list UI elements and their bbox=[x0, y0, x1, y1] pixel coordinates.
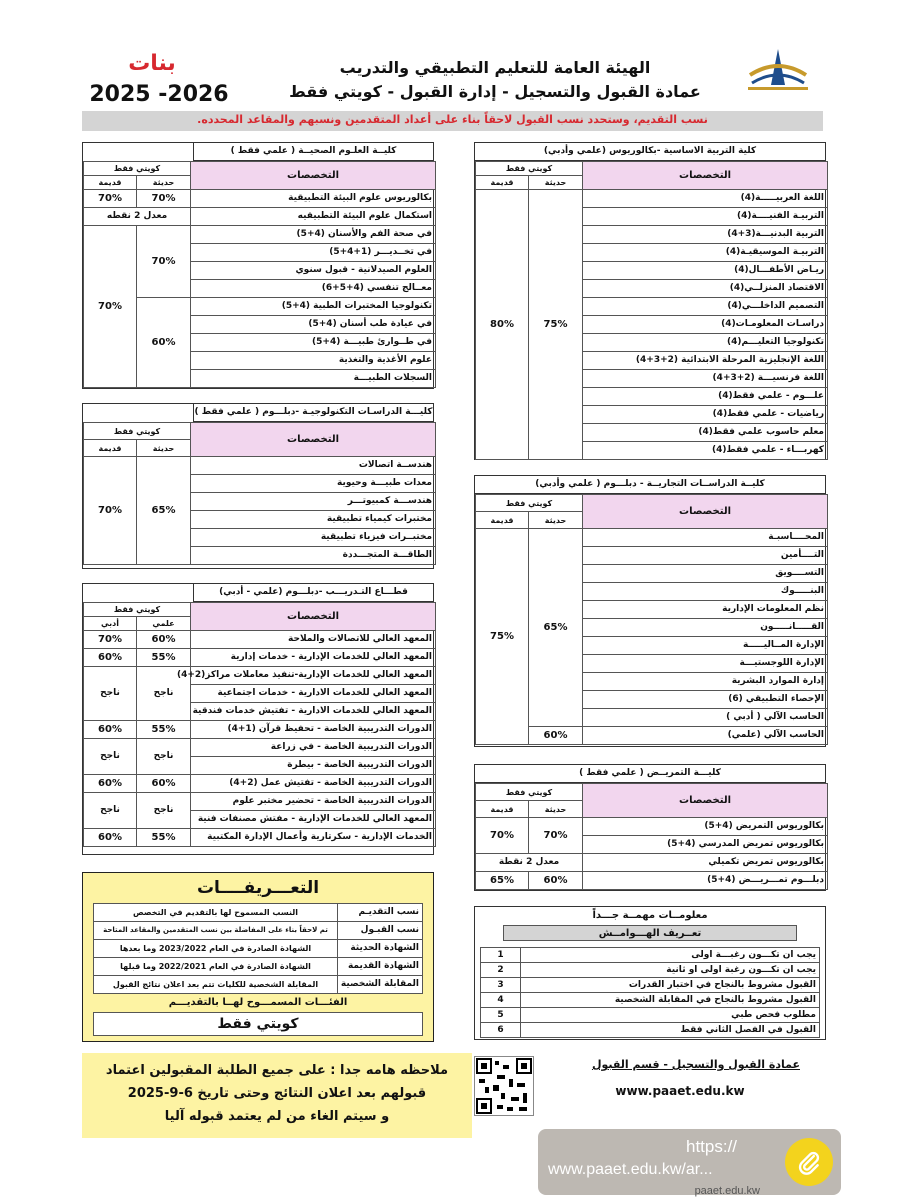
old-pct: 70% bbox=[476, 818, 529, 854]
specialty-name: دبلـــوم تمـــريـــض (4+5) bbox=[583, 872, 828, 890]
new-pct: 60% bbox=[137, 298, 191, 388]
specialty-name: التربيـة الموسيقيـة(4) bbox=[583, 244, 828, 262]
old-header: قديمة bbox=[84, 440, 137, 457]
specialty-name: في طــوارئ طبيـــة (4+5) bbox=[191, 334, 436, 352]
link-url-line-2: www.paaet.edu.kw/ar... bbox=[548, 1161, 713, 1178]
academic-year: 2025 -2026 bbox=[89, 82, 229, 107]
specialty-name: المعهد العالي للخدمات الإدارية-تنفيذ معاملات مراكز(2+4) bbox=[191, 667, 436, 685]
pass-status: ناجح bbox=[84, 793, 137, 829]
definition-text: الشهادة الصادرة في العام 2022/2021 وما قبلها bbox=[94, 958, 338, 976]
definition-text: المقابلة الشخصية للكليات تتم بعد اعلان نتائج القبول bbox=[94, 976, 338, 994]
training-sector-block bbox=[82, 583, 434, 855]
specialty-name: المعهد العالي للخدمات الادارية - خدمات اجتماعية bbox=[191, 685, 436, 703]
specialty-name: كهربـــاء - علمي فقط(4) bbox=[583, 442, 828, 460]
definitions-title: التعـــريفــــات bbox=[196, 878, 320, 898]
specialty-name: في عيادة طب أسنان (4+5) bbox=[191, 316, 436, 334]
health-title: كليــة العلـوم الصحيــة ( علمي فقط ) bbox=[193, 143, 433, 161]
specialty-name: رياضيات - علمي فقط(4) bbox=[583, 406, 828, 424]
specialty-name: الاقتصاد المنزلــي(4) bbox=[583, 280, 828, 298]
header-line-1: الهيئة العامة للتعليم التطبيقي والتدريب bbox=[339, 58, 651, 77]
definition-text: النسب المسموح لها بالتقديم في التخصص bbox=[94, 904, 338, 922]
commerce-title: كليــة الدراســات التجاريــة - دبلـــوم ( علمي وأدبي) bbox=[475, 476, 825, 494]
specialty-name: اللغة الإنجليزية المرحلة الابتدائية (2+3+4) bbox=[583, 352, 828, 370]
specialty-name: بكالوريوس التمريض (4+5) bbox=[583, 818, 828, 836]
kuwaiti-only-label: كويتي فقط bbox=[476, 784, 583, 801]
definition-term: المقابلة الشخصية bbox=[338, 976, 423, 994]
sci-pct: 55% bbox=[137, 721, 191, 739]
categories-title: الفئـــات المسمـــوح لهــا بالتقديـــم bbox=[168, 997, 348, 1008]
new-pct: 65% bbox=[137, 457, 191, 565]
note-line-1: ملاحظه هامه جدا : على جميع الطلبة المقبولين اعتماد bbox=[105, 1063, 449, 1078]
info-number: 5 bbox=[481, 1008, 521, 1023]
girls-label: بنات bbox=[128, 51, 176, 76]
sci-pct: 60% bbox=[137, 775, 191, 793]
specialty-name: اللغة العربيـــــة(4) bbox=[583, 190, 828, 208]
important-info-block bbox=[474, 906, 826, 1040]
lit-pct: 70% bbox=[84, 631, 137, 649]
specialty-name: القـــــانـــــون bbox=[583, 619, 828, 637]
specialty-name: السجلات الطبيـــة bbox=[191, 370, 436, 388]
new-pct: 75% bbox=[529, 190, 583, 460]
definition-term: الشهادة القديمة bbox=[338, 958, 423, 976]
specialty-name: الحاسب الآلي (علمي) bbox=[583, 727, 828, 745]
new-pct: 70% bbox=[137, 226, 191, 298]
specialty-name: المعهد العالي للخدمات الادارية - تفتيش خدمات فندقية bbox=[191, 703, 436, 721]
new-header: حديثة bbox=[137, 440, 191, 457]
specialty-name: تكنولوجيا المختبرات الطبية (4+5) bbox=[191, 298, 436, 316]
tech-studies-block bbox=[82, 403, 434, 569]
important-note bbox=[82, 1053, 472, 1138]
note-line-2: قبولهم بعد اعلان النتائج وحتى تاريخ 6-9-2025 bbox=[127, 1086, 427, 1101]
specialty-name: الطاقـــة المتجـــددة bbox=[191, 547, 436, 565]
specialty-name: هندســة اتصالات bbox=[191, 457, 436, 475]
info-number: 4 bbox=[481, 993, 521, 1008]
paaet-logo bbox=[738, 45, 818, 110]
paperclip-icon bbox=[785, 1138, 833, 1186]
specialty-name: البنـــــوك bbox=[583, 583, 828, 601]
specialties-header: التخصصات bbox=[583, 495, 828, 529]
link-domain: paaet.edu.kw bbox=[694, 1185, 760, 1197]
specialty-name: المعهد العالي للخدمات الإدارية - خدمات إدارية bbox=[191, 649, 436, 667]
specialty-name: نظم المعلومات الإدارية bbox=[583, 601, 828, 619]
info-number: 1 bbox=[481, 948, 521, 963]
specialties-header: التخصصات bbox=[583, 162, 828, 190]
new-pct: 60% bbox=[529, 727, 583, 745]
categories-value: كويتي فقط bbox=[93, 1012, 423, 1036]
specialty-name: دراسـات المعلومـات(4) bbox=[583, 316, 828, 334]
pass-status: ناجح bbox=[137, 793, 191, 829]
old-pct: 70% bbox=[84, 457, 137, 565]
notice-text: نسب التقديم، وستحدد نسب القبول لاحقاً بناء على أعداد المتقدمين ونسبهم والمقاعد المحدده. bbox=[197, 113, 708, 126]
specialty-name: في تخــديـــر (1+4+5) bbox=[191, 244, 436, 262]
specialty-name: التســــويق bbox=[583, 565, 828, 583]
info-text: مطلوب فحص طبي bbox=[521, 1008, 820, 1023]
specialties-header: التخصصات bbox=[191, 162, 436, 190]
specialty-name: في صحة الفم والأسنان (4+5) bbox=[191, 226, 436, 244]
specialty-name: الدورات التدريبية الخاصة - تحضير مختبر علوم bbox=[191, 793, 436, 811]
commerce-block bbox=[474, 475, 826, 747]
basic-ed-title: كلية التربية الاساسية -بكالوريوس (علمي وأدبي) bbox=[475, 143, 825, 161]
old-header: قديمة bbox=[476, 512, 529, 529]
specialty-name: الإدارة اللوجستيـــة bbox=[583, 655, 828, 673]
lit-header: أدبي bbox=[84, 617, 137, 631]
info-number: 2 bbox=[481, 963, 521, 978]
specialty-name: اللغة فرنسيـــة (2+3+4) bbox=[583, 370, 828, 388]
specialty-name: العلوم الصيدلانية - قبول سنوي bbox=[191, 262, 436, 280]
specialty-name: الحاسب الآلي ( أدبي ) bbox=[583, 709, 828, 727]
lit-pct: 60% bbox=[84, 649, 137, 667]
info-text: القبول مشروط بالنجاح في اختبار القدرات bbox=[521, 978, 820, 993]
tech-title: كليـــة الدراسـات التكنولوجيـة -دبلـــوم ( علمي فقط ) bbox=[193, 404, 433, 422]
specialty-name: تكنولوجيا التعليـــم(4) bbox=[583, 334, 828, 352]
info-number: 6 bbox=[481, 1023, 521, 1038]
new-pct: 65% bbox=[529, 529, 583, 727]
specialty-name: ريـاض الأطفـــال(4) bbox=[583, 262, 828, 280]
old-pct: 80% bbox=[476, 190, 529, 460]
new-pct: 70% bbox=[137, 190, 191, 208]
old-pct: 70% bbox=[84, 226, 137, 388]
specialty-name: استكمال علوم البيئة التطبيقيه bbox=[191, 208, 436, 226]
specialties-header: التخصصات bbox=[191, 603, 436, 631]
specialty-name: الدورات التدريبية الخاصة - تفتيش عمل (2+4) bbox=[191, 775, 436, 793]
specialty-name: المعهد العالي للخدمات الإدارية - مفتش مصنفات فنية bbox=[191, 811, 436, 829]
info-title: معلومــات مهمــة جـــداً bbox=[592, 910, 708, 921]
old-header: قديمة bbox=[476, 176, 529, 190]
nursing-title: كليـــة التمريــض ( علمي فقط ) bbox=[475, 765, 825, 783]
new-header: حديثة bbox=[529, 512, 583, 529]
definition-text: تم لاحقاً بناء على المفاضلة بين نسب المتقدمين والمقاعد المتاحة bbox=[94, 922, 338, 940]
info-text: يجب ان تكـــون رغبـــة اولى bbox=[521, 948, 820, 963]
specialty-name: الدورات التدريبية الخاصة - في زراعة bbox=[191, 739, 436, 757]
link-url-line-1: https:// bbox=[686, 1137, 738, 1156]
definition-text: الشهادة الصادرة في العام 2023/2022 وما بعدها bbox=[94, 940, 338, 958]
pass-status: ناجح bbox=[84, 667, 137, 721]
kuwaiti-only-label: كويتي فقط bbox=[84, 603, 191, 617]
specialty-name: الخدمات الإدارية - سكرتارية وأعمال الإدارة المكتبية bbox=[191, 829, 436, 847]
specialty-name: المعهد العالي للاتصالات والملاحة bbox=[191, 631, 436, 649]
definitions-block bbox=[82, 872, 434, 1042]
sci-pct: 55% bbox=[137, 829, 191, 847]
lit-pct: 60% bbox=[84, 829, 137, 847]
note-line-3: و سيتم الغاء من لم يعتمد قبوله آليا bbox=[164, 1109, 390, 1124]
specialty-name: التــــأمين bbox=[583, 547, 828, 565]
kuwaiti-only-label: كويتي فقط bbox=[476, 495, 583, 512]
specialty-name: بكالوريوس تمريض تكميلي bbox=[583, 854, 828, 872]
specialty-name: التربية البدنيـــة(3+4) bbox=[583, 226, 828, 244]
info-text: القبول مشروط بالنجاح في المقابلة الشخصية bbox=[521, 993, 820, 1008]
specialty-name: التربيـة الفنيــــة(4) bbox=[583, 208, 828, 226]
definition-term: نسب القبـول bbox=[338, 922, 423, 940]
info-text: يجب ان تكـــون رغبة اولى او ثانية bbox=[521, 963, 820, 978]
info-number: 3 bbox=[481, 978, 521, 993]
lit-pct: 60% bbox=[84, 775, 137, 793]
specialties-header: التخصصات bbox=[191, 423, 436, 457]
definition-term: الشهادة الحديثة bbox=[338, 940, 423, 958]
margins-subtitle: تعــريف الهـــوامــش bbox=[503, 925, 797, 941]
kuwaiti-only-label: كويتي فقط bbox=[84, 423, 191, 440]
specialty-name: مختبــرات فيزياء تطبيقية bbox=[191, 529, 436, 547]
specialty-name: هندســـة كمبيوتـــر bbox=[191, 493, 436, 511]
nursing-block bbox=[474, 764, 826, 891]
sci-pct: 55% bbox=[137, 649, 191, 667]
specialty-name: الدورات التدريبية الخاصة - بيطرة bbox=[191, 757, 436, 775]
sci-header: علمي bbox=[137, 617, 191, 631]
sci-pct: 60% bbox=[137, 631, 191, 649]
pass-status: ناجح bbox=[137, 739, 191, 775]
gpa-note: معدل 2 نقطه bbox=[84, 208, 191, 226]
specialty-name: المحــــاسبـة bbox=[583, 529, 828, 547]
pass-status: ناجح bbox=[137, 667, 191, 721]
new-pct: 70% bbox=[529, 818, 583, 854]
lit-pct: 60% bbox=[84, 721, 137, 739]
specialty-name: معــالج تنفسي (4+5+6) bbox=[191, 280, 436, 298]
info-text: القبول في الفصل الثاني فقط bbox=[521, 1023, 820, 1038]
footer-website[interactable]: www.paaet.edu.kw bbox=[615, 1084, 745, 1098]
specialties-header: التخصصات bbox=[583, 784, 828, 818]
specialty-name: بكالوريوس تمريض المدرسي (4+5) bbox=[583, 836, 828, 854]
specialty-name: الدورات التدريبية الخاصة - تحفيظ قرآن (1+4) bbox=[191, 721, 436, 739]
specialty-name: مختبرات كيمياء تطبيقية bbox=[191, 511, 436, 529]
new-header: حديثة bbox=[529, 801, 583, 818]
specialty-name: معدات طبيـــة وحيوية bbox=[191, 475, 436, 493]
old-pct: 75% bbox=[476, 529, 529, 745]
specialty-name: علوم الأغذية والتغذية bbox=[191, 352, 436, 370]
specialty-name: الإحصاء التطبيقي (6) bbox=[583, 691, 828, 709]
basic-education-block bbox=[474, 142, 826, 460]
training-title: قطـــاع التـدريـــب -دبلـــوم (علمي - أدبي) bbox=[193, 584, 433, 602]
specialty-name: علـــوم - علمي فقط(4) bbox=[583, 388, 828, 406]
old-header: قديمة bbox=[84, 176, 137, 190]
gpa-note: معدل 2 نقطة bbox=[476, 854, 583, 872]
specialty-name: إدارة الموارد البشرية bbox=[583, 673, 828, 691]
footer-dept: عمادة القبول والتسجيل - قسم القبول bbox=[591, 1058, 800, 1071]
kuwaiti-only-label: كويتي فقط bbox=[84, 162, 191, 176]
specialty-name: بكالوريوس علوم البيئة التطبيقية bbox=[191, 190, 436, 208]
old-header: قديمة bbox=[476, 801, 529, 818]
qr-code[interactable] bbox=[474, 1056, 534, 1116]
header-line-2: عمادة القبول والتسجيل - إدارة القبول - كويتي فقط bbox=[289, 82, 701, 101]
old-pct: 70% bbox=[84, 190, 137, 208]
new-pct: 60% bbox=[529, 872, 583, 890]
pass-status: ناجح bbox=[84, 739, 137, 775]
new-header: حديثة bbox=[137, 176, 191, 190]
new-header: حديثة bbox=[529, 176, 583, 190]
definition-term: نسب التقديـم bbox=[338, 904, 423, 922]
specialty-name: معلم حاسوب علمي فقط(4) bbox=[583, 424, 828, 442]
kuwaiti-only-label: كويتي فقط bbox=[476, 162, 583, 176]
old-pct: 65% bbox=[476, 872, 529, 890]
specialty-name: الإدارة المــاليـــــة bbox=[583, 637, 828, 655]
specialty-name: التصميم الداخلـــي(4) bbox=[583, 298, 828, 316]
health-sciences-block bbox=[82, 142, 434, 389]
